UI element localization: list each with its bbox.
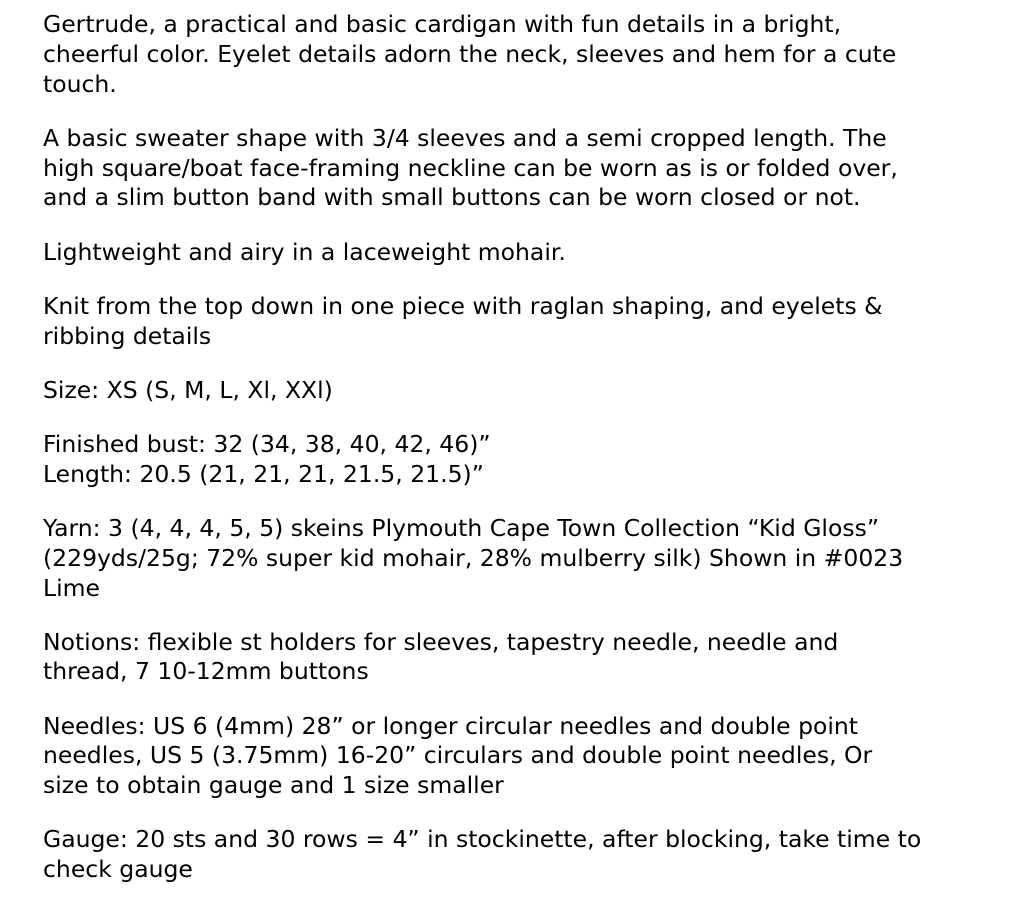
shape-paragraph [43, 124, 1003, 213]
text-line: Gertrude, a practical and basic cardigan with fun details in a bright, [43, 10, 842, 38]
weight-paragraph [43, 238, 1003, 268]
text-line: size to obtain gauge and 1 size smaller [43, 771, 504, 800]
measurements-paragraph [43, 430, 1003, 490]
size-paragraph [43, 376, 1003, 406]
notions-paragraph [43, 628, 1003, 688]
text-line: thread, 7 10-12mm buttons [43, 657, 369, 686]
text-line: Needles: US 6 (4mm) 28” or longer circular needles and double point [43, 711, 859, 740]
text-line: and a slim button band with small buttons can be worn closed or not. [43, 183, 861, 212]
text-line: Finished bust: 32 (34, 38, 40, 42, 46)” [43, 429, 491, 458]
text-line: needles, US 5 (3.75mm) 16-20” circulars and double point needles, Or [43, 741, 873, 770]
text-line: Notions: flexible st holders for sleeves, tapestry needle, needle and [43, 627, 839, 656]
text-line: Knit from the top down in one piece with raglan shaping, and eyelets & [43, 291, 883, 320]
text-line: cheerful color. Eyelet details adorn the neck, sleeves and hem for a cute [43, 39, 897, 68]
needles-paragraph [43, 712, 1003, 801]
construction-paragraph [43, 292, 1003, 352]
text-line: Yarn: 3 (4, 4, 4, 5, 5) skeins Plymouth Cape Town Collection “Kid Gloss” [43, 513, 879, 542]
text-line: Lightweight and airy in a laceweight mohair. [43, 237, 566, 266]
text-line: high square/boat face-framing neckline can be worn as is or folded over, [43, 153, 898, 182]
text-line: Lime [43, 573, 100, 602]
text-line: A basic sweater shape with 3/4 sleeves and a semi cropped length. The [43, 123, 887, 152]
text-line: touch. [43, 69, 117, 98]
text-line: check gauge [43, 855, 193, 884]
pattern-description [43, 10, 1003, 909]
gauge-paragraph [43, 825, 1003, 885]
text-line: ribbing details [43, 321, 212, 350]
text-line: Size: XS (S, M, L, Xl, XXl) [43, 375, 333, 404]
text-line: Length: 20.5 (21, 21, 21, 21.5, 21.5)” [43, 459, 484, 488]
text-line: Gauge: 20 sts and 30 rows = 4” in stockinette, after blocking, take time to [43, 825, 922, 854]
intro-paragraph [43, 10, 1003, 99]
text-line: (229yds/25g; 72% super kid mohair, 28% mulberry silk) Shown in #0023 [43, 543, 904, 572]
yarn-paragraph [43, 514, 1003, 603]
